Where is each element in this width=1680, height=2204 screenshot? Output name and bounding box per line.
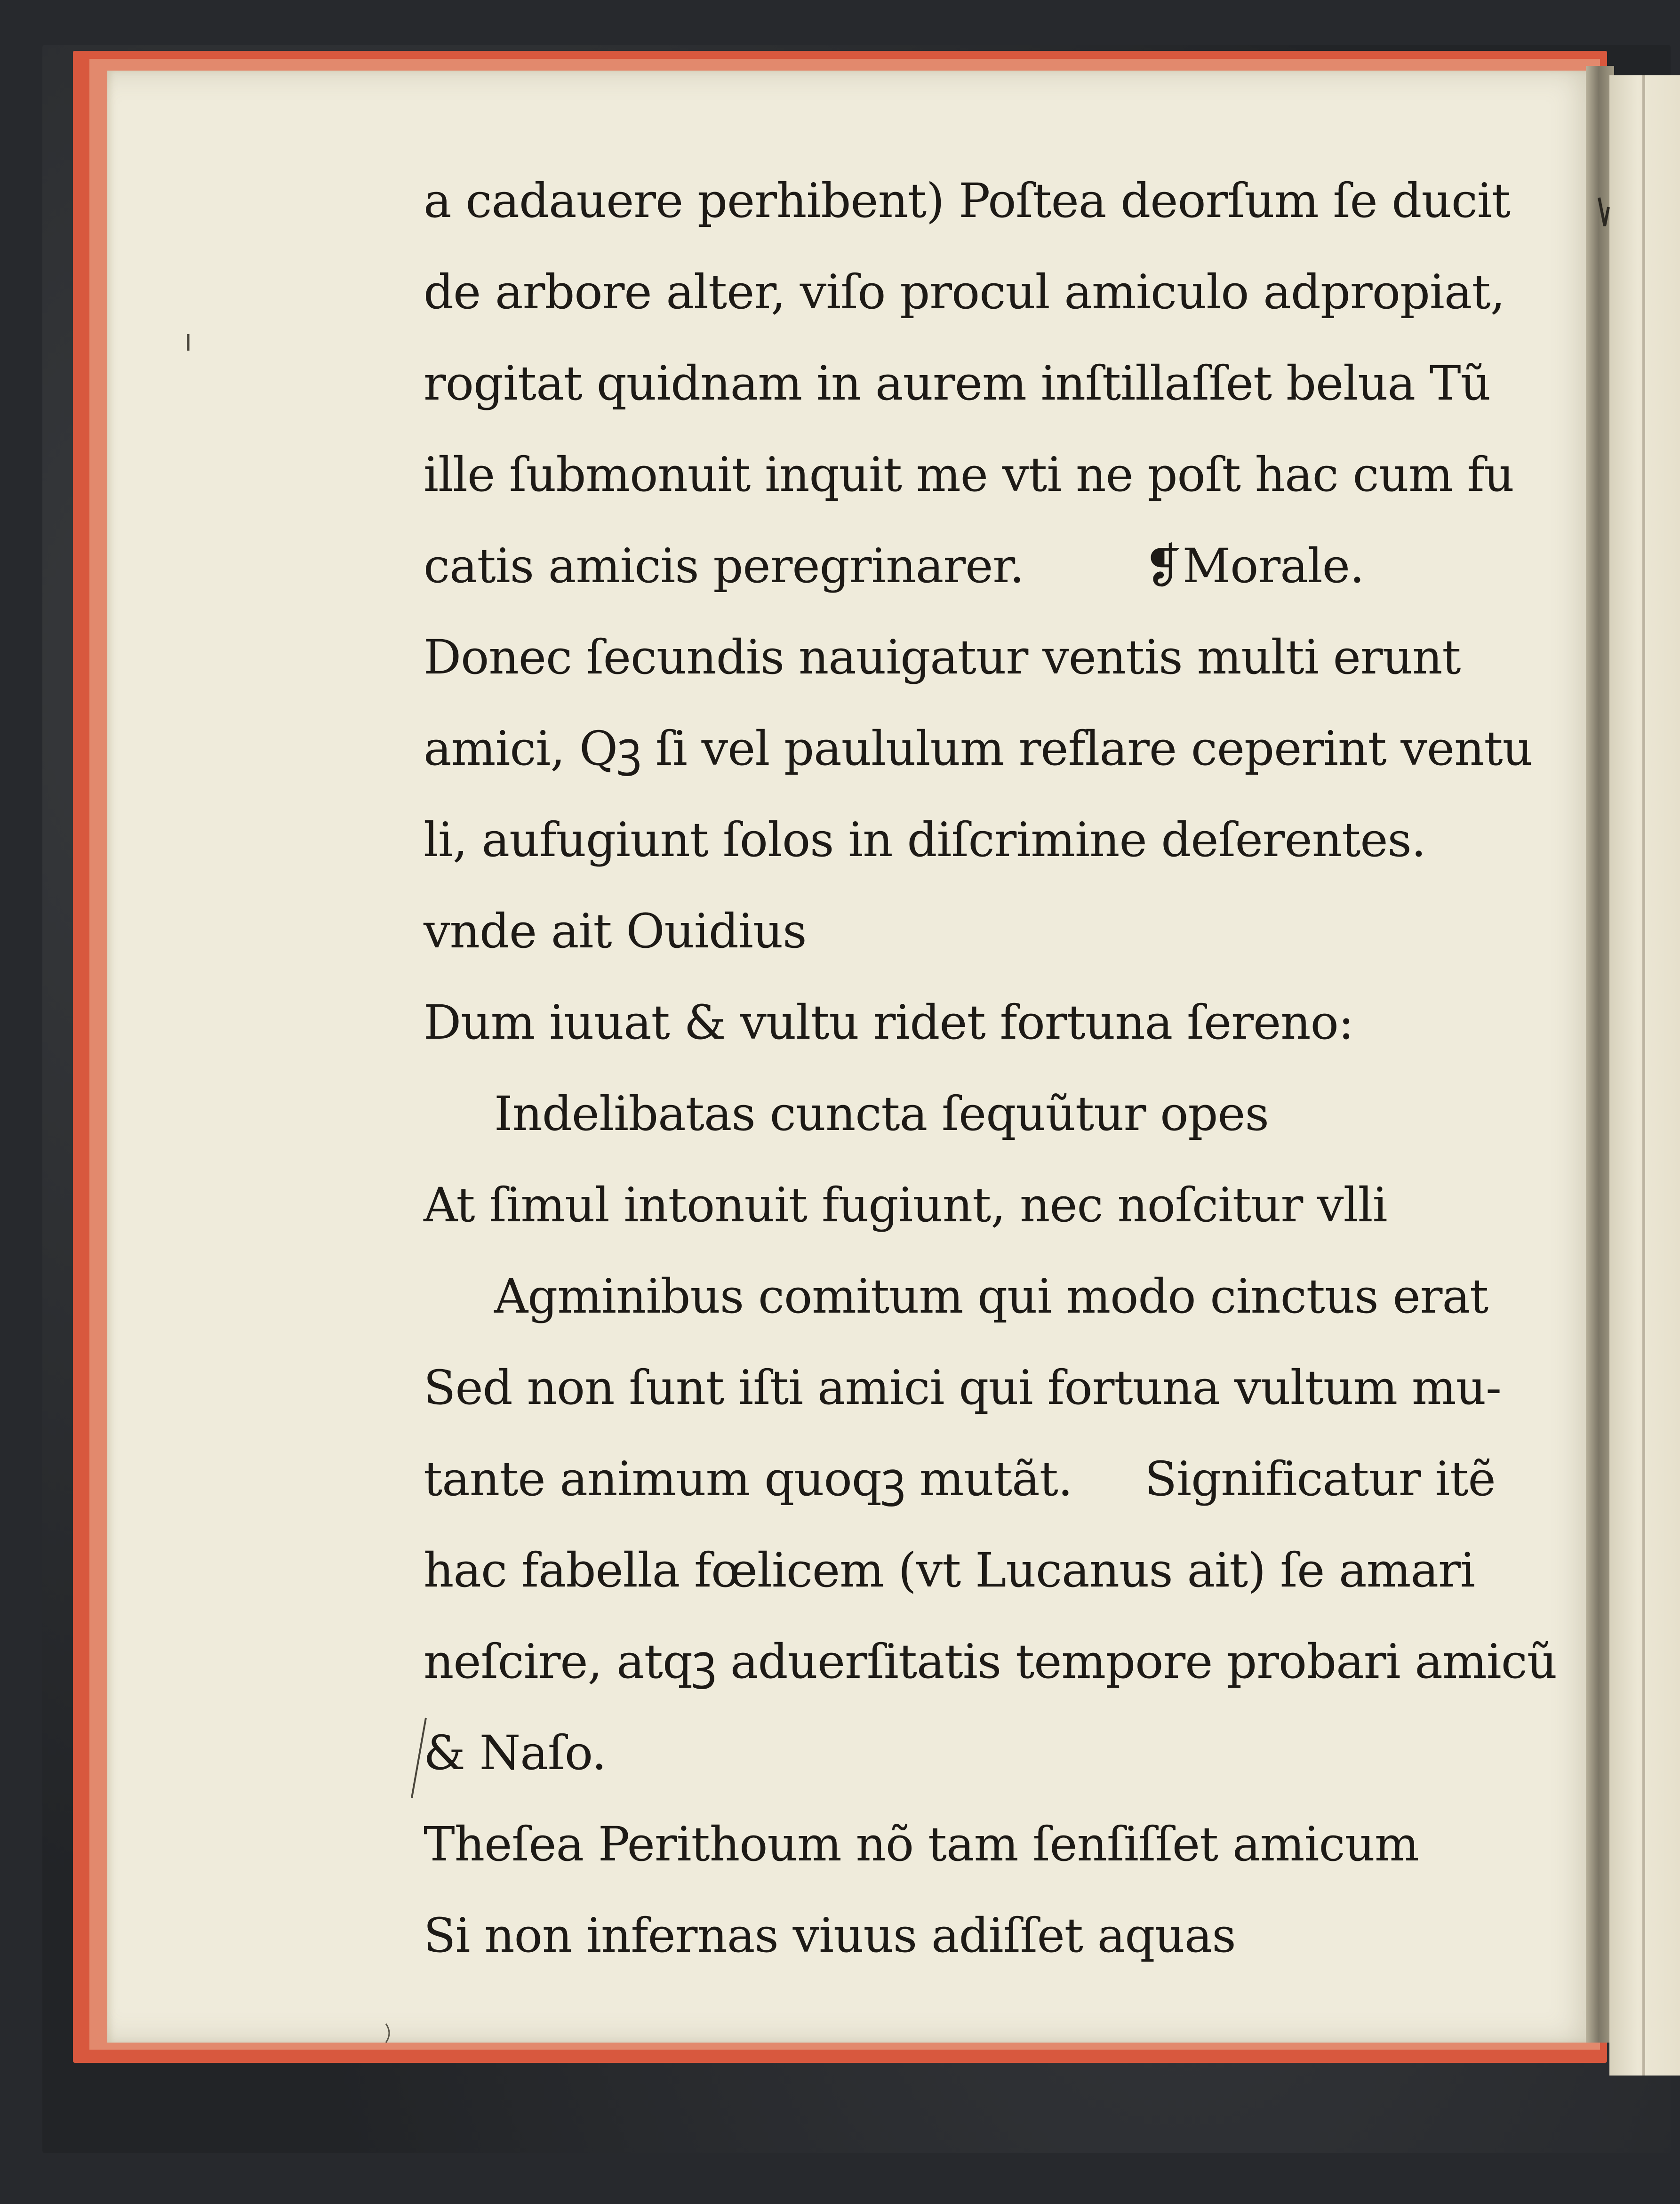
text-line: hac fabella fœlicem (vt Lucanus ait) ſe amari <box>424 1543 1475 1598</box>
text-line: ille ſubmonuit inquit me vti ne poſt hac cum fu <box>424 447 1514 502</box>
text-line: Donec ſecundis nauigatur ventis multi erunt <box>424 630 1461 685</box>
text-line: catis amicis peregrinarer. <box>424 538 1024 593</box>
text-line: vnde ait Ouidius <box>424 904 807 959</box>
pen-stroke-mark <box>412 1718 426 1798</box>
text-line: de arbore alter, viſo procul amiculo adpropiat, <box>424 264 1505 320</box>
verse-line: Si non infernas viuus adiſſet aquas <box>424 1908 1236 1963</box>
stray-mark <box>386 2024 389 2043</box>
verse-line-indented: Indelibatas cuncta ſequũtur opes <box>494 1086 1269 1141</box>
text-line: li, aufugiunt ſolos in diſcrimine deſerentes. <box>424 812 1426 867</box>
verse-line: Theſea Perithoum nõ tam ſenſiſſet amicum <box>424 1817 1419 1872</box>
verse-line: At ſimul intonuit fugiunt, nec noſcitur vlli <box>424 1178 1387 1233</box>
verse-line: Dum iuuat & vultu ridet fortuna ſereno: <box>424 995 1354 1050</box>
text-line: neſcire, atqꝫ aduerſitatis tempore probari amicũ <box>424 1634 1557 1689</box>
verse-line-indented: Agminibus comitum qui modo cinctus erat <box>494 1269 1488 1324</box>
text-line: a cadauere perhibent) Poſtea deorſum ſe ducit <box>424 173 1511 228</box>
text-line: amici, Qꝫ ſi vel paululum reflare ceperint ventu <box>424 721 1533 776</box>
section-heading-morale: ❡Morale. <box>1144 538 1364 593</box>
text-line: Sed non ſunt iſti amici qui fortuna vultum mu- <box>424 1360 1501 1415</box>
text-line: rogitat quidnam in aurem inſtillaſſet belua Tũ <box>424 356 1491 411</box>
text-line: & Naſo. <box>424 1725 607 1780</box>
text-line: tante animum quoqꝫ mutãt. Significatur itẽ <box>424 1451 1496 1507</box>
stray-mark <box>1599 198 1608 226</box>
